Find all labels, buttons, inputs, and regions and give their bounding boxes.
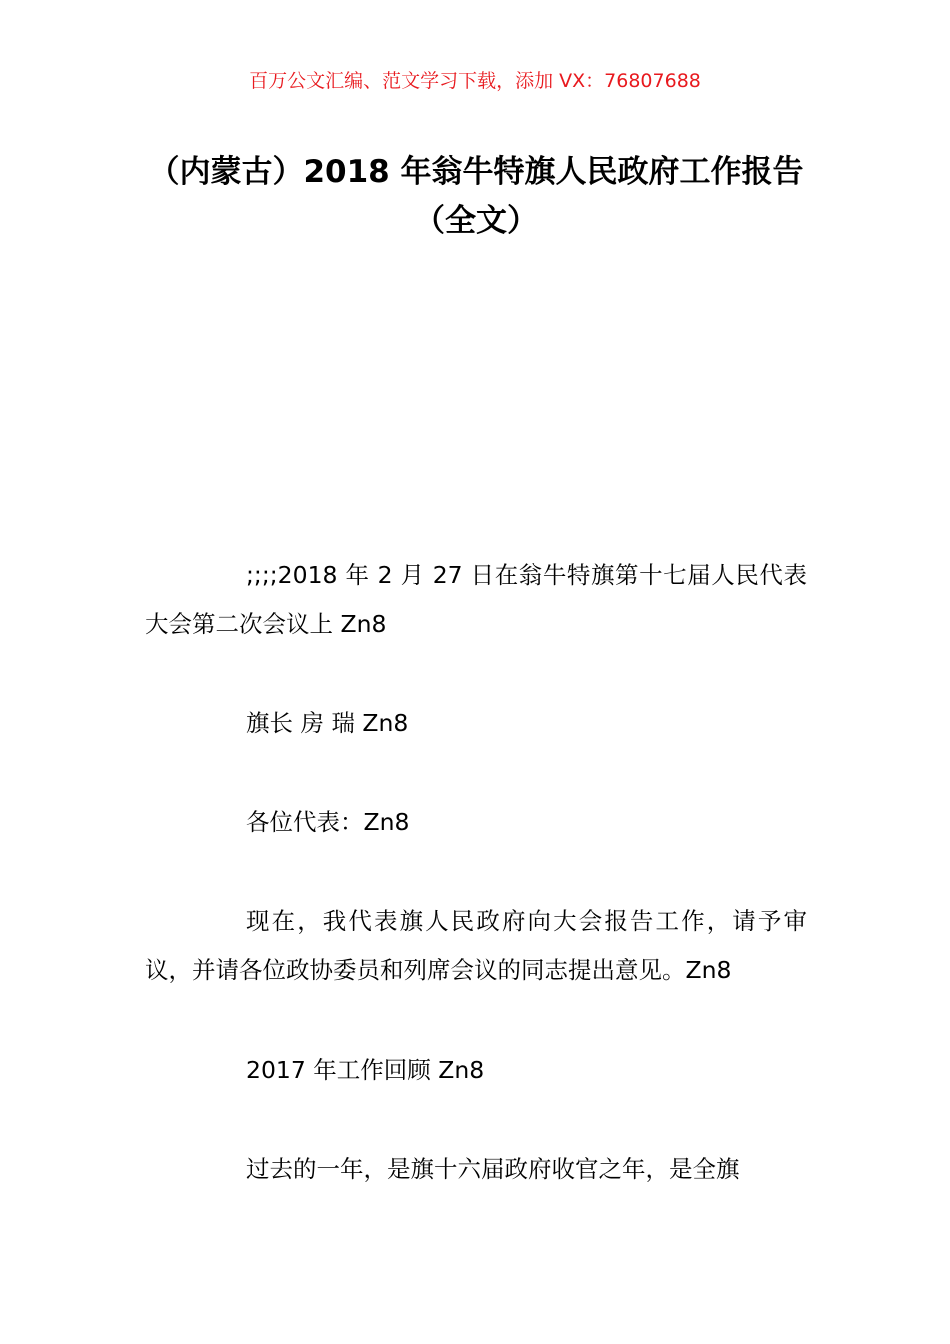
header-promo-note: 百万公文汇编、范文学习下载，添加 VX：76807688 — [249, 70, 701, 92]
page-title: （内蒙古）2018 年翁牛特旗人民政府工作报告（全文） — [148, 154, 804, 239]
section-heading: 2017 年工作回顾 Zn8 — [246, 1056, 485, 1084]
intro-paragraph: 现在，我代表旗人民政府向大会报告工作，请予审议，并请各位政协委员和列席会议的同志提出意见。Zn8 — [145, 907, 807, 984]
speaker-line: 旗长 房 瑞 Zn8 — [246, 709, 409, 737]
salutation-line: 各位代表：Zn8 — [246, 808, 410, 836]
meeting-info-paragraph: ;;;;2018 年 2 月 27 日在翁牛特旗第十七届人民代表大会第二次会议上 Zn8 — [145, 561, 807, 638]
body-paragraph: 过去的一年，是旗十六届政府收官之年，是全旗 — [246, 1155, 740, 1183]
